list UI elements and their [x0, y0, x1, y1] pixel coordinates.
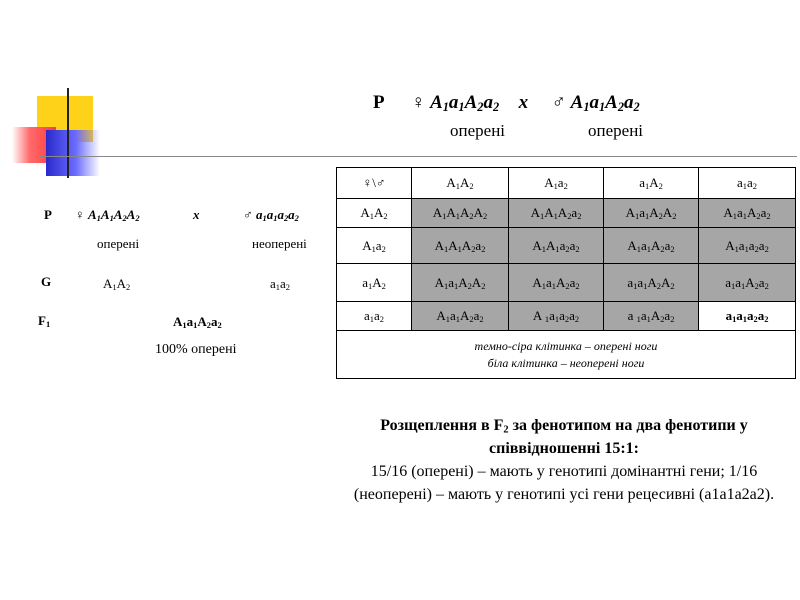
- grid-row-header: $a_1a_2$: [337, 302, 412, 331]
- decor-vertical-line: [67, 88, 69, 178]
- grid-cell: $A_1a_1A_2A_2$: [412, 264, 509, 302]
- f1-genotype: $A_1a_1A_2a_2$: [173, 314, 222, 331]
- p-cross-x: x: [193, 207, 200, 222]
- grid-col-header: $A_1A_2$: [412, 168, 509, 199]
- decor-horizontal-line: [40, 156, 797, 157]
- male-symbol: ♂: [243, 207, 253, 222]
- punnett-square: [336, 167, 796, 379]
- grid-cell: $A_1a_1A_2a_2$: [412, 302, 509, 331]
- grid-cell: $a_1a_1A_2A_2$: [604, 264, 699, 302]
- header-female-genotype: $A_1a_1A_2a_2$: [430, 92, 500, 115]
- p-male-phenotype: неоперені: [252, 236, 307, 251]
- grid-col-header: $a_1A_2$: [604, 168, 699, 199]
- p-female-phenotype: оперені: [97, 236, 140, 251]
- g-male-gamete: $a_1a_2$: [270, 276, 290, 293]
- female-symbol: ♀: [75, 207, 85, 222]
- grid-row-header: $a_1A_2$: [337, 264, 412, 302]
- grid-cell: A $_1a_1a_2a_2$: [509, 302, 604, 331]
- grid-cell: $a_1a_1A_2a_2$: [699, 264, 796, 302]
- grid-cell: $A_1A_1a_2a_2$: [509, 228, 604, 264]
- p-female-genotype: $A_1A_1A_2A_2$: [88, 207, 140, 224]
- legend-white: біла клітинка – неоперені ноги: [487, 355, 645, 370]
- p-male: [243, 207, 299, 223]
- f1-phenotype: 100% оперені: [155, 342, 237, 357]
- decor-blue-square: [46, 130, 100, 176]
- grid-cell: $A_1A_1A_2a_2$: [412, 228, 509, 264]
- grid-cell: $a_1a_1a_2a_2$: [699, 302, 796, 331]
- grid-cell: $A_1a_1A_2a_2$: [509, 264, 604, 302]
- conclusion-heading: Розщеплення в $F_2$ за фенотипом на два фенотипи у співвідношенні 15:1:: [380, 417, 748, 457]
- conclusion: [338, 414, 790, 506]
- g-female-gamete: $A_1A_2$: [103, 276, 131, 293]
- conclusion-text: 15/16 (оперені) – мають у генотипі домінантні гени; 1/16 (неоперені) – мають у генотипі усі гени рецесивні (a1a1a2a2).: [353, 463, 775, 503]
- grid-cell: $A_1a_1a_2a_2$: [699, 228, 796, 264]
- grid-row: [337, 264, 796, 302]
- header-cross-x: x: [518, 92, 529, 113]
- legend-gray: темно-сіра клітинка – оперені ноги: [474, 338, 658, 353]
- grid-col-header: $A_1a_2$: [509, 168, 604, 199]
- g-row-label: G: [41, 274, 52, 289]
- grid-cell: $A_1A_1A_2a_2$: [509, 199, 604, 228]
- female-symbol: ♀: [411, 92, 426, 113]
- grid-cell: $A_1a_1A_2a_2$: [604, 228, 699, 264]
- grid-row-header: $A_1a_2$: [337, 228, 412, 264]
- grid-row: [337, 199, 796, 228]
- grid-corner: ♀\♂: [337, 168, 412, 199]
- header-male-phenotype: оперені: [588, 121, 644, 140]
- grid-col-header: $a_1a_2$: [699, 168, 796, 199]
- grid-row: [337, 302, 796, 331]
- p-female: [75, 207, 140, 223]
- p-row-label: P: [44, 207, 52, 222]
- header-male-genotype: $A_1a_1A_2a_2$: [570, 92, 640, 115]
- grid-cell: a $_1a_1A_2a_2$: [604, 302, 699, 331]
- p-male-genotype: $a_1a_1a_2a_2$: [256, 207, 299, 224]
- grid-cell: $A_1a_1A_2a_2$: [699, 199, 796, 228]
- grid-row: [337, 228, 796, 264]
- grid-cell: $A_1A_1A_2A_2$: [412, 199, 509, 228]
- header-female-phenotype: оперені: [450, 121, 506, 140]
- header-p-label: P: [373, 92, 384, 113]
- grid-legend: [337, 331, 796, 379]
- f1-row-label: $F_1$: [38, 313, 51, 330]
- male-symbol: ♂: [551, 92, 566, 113]
- grid-cell: $A_1a_1A_2A_2$: [604, 199, 699, 228]
- header-cross: [373, 92, 640, 114]
- grid-row-header: $A_1A_2$: [337, 199, 412, 228]
